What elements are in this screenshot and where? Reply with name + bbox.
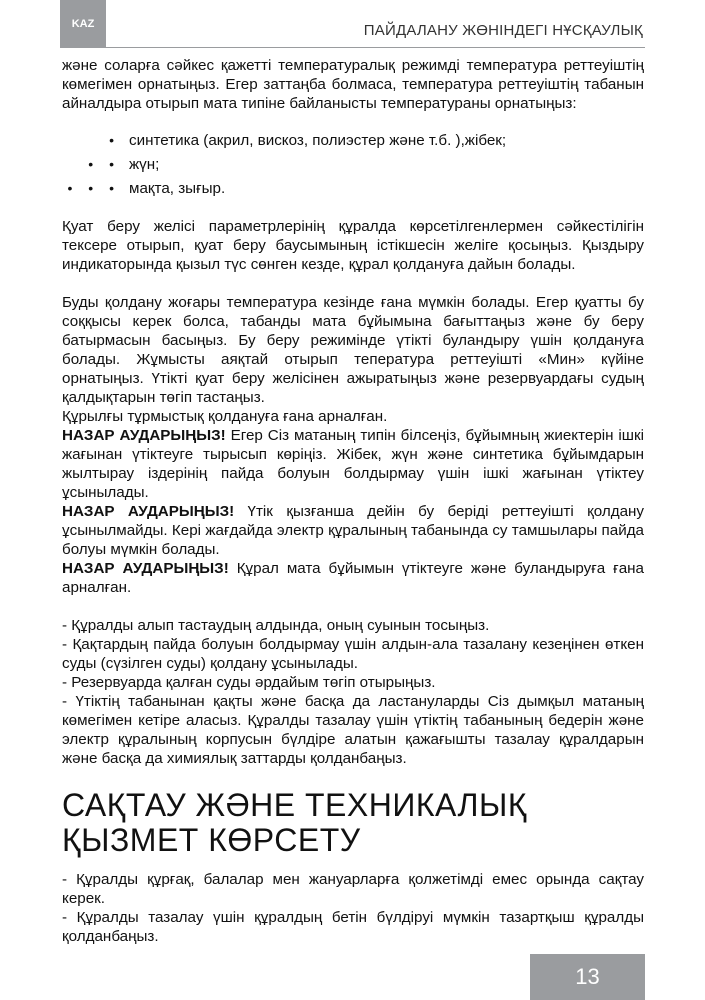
warning-paragraph — [62, 559, 644, 597]
page-number — [530, 954, 645, 1000]
warning-text: Егер Сіз матаның типін білсеңіз, бұйымның жиектерін ішкі жағынан үтіктеуге тырысып көріңіз. Жібек, жүн және синтетика бұйымдарын жылтырау іздерінің пайда болуын болдырмау үшін ішкі жағынан үтіктеу ұсынылады. — [62, 427, 645, 501]
warning-paragraph — [62, 502, 644, 559]
list-item — [62, 179, 644, 203]
page-number-text: 13 — [575, 964, 600, 989]
list-item-text: мақта, зығыр. — [129, 180, 226, 197]
warning-label: НАЗАР АУДАРЫҢЫЗ! — [62, 503, 235, 520]
warning-text: Құрал мата бұйымын үтіктеуге және буландыруға ғана арналған. — [62, 560, 644, 596]
storage-item: - Құралды құрғақ, балалар мен жануарларға қолжетімді емес орында сақтау керек. — [62, 871, 644, 907]
section-heading: САҚТАУ ЖӘНЕ ТЕХНИКАЛЫҚ ҚЫЗМЕТ КӨРСЕТУ — [62, 787, 527, 858]
temperature-dots-icon: • — [109, 132, 120, 148]
steam-paragraph: Буды қолдану жоғары температура кезінде ғана мүмкін болады. Егер қуатты бу соққысы керек болса, табанды мата бұйымына бағыттаңыз және бу беру батырмасын басыңыз. Бу беру режимінде үтікті буландыру үшін қолдануға болады. Жұмысты аяқтай отырып тепература реттеуішті «Мин» күйіне орнатыңыз. Үтікті қуат беру желісінен ажыратыңыз және резервуардағы судың қалдықтарын төгіп тастаңыз. — [62, 294, 644, 406]
care-item: - Резервуарда қалған суды әрдайым төгіп отырыңыз. — [62, 674, 436, 691]
list-item — [62, 155, 644, 179]
language-tab — [60, 0, 106, 48]
language-code: KAZ — [71, 18, 95, 30]
care-item: - Құралды алып тастаудың алдында, оның суынын тосыңыз. — [62, 617, 490, 634]
temperature-dots-icon: • • — [88, 156, 120, 172]
fabric-temperature-list — [62, 131, 644, 203]
manual-content — [62, 56, 644, 946]
warning-label: НАЗАР АУДАРЫҢЫЗ! — [62, 560, 229, 577]
intro-paragraph: және соларға сәйкес қажетті температуралық режимді температура реттеуіштің көмегімен орнатыңыз. Егер заттаңба болмаса, температура реттеуіштің табанын айналдыра отырып мата типіне байланысты температураны орнатыңыз: — [62, 57, 644, 112]
household-note: Құрылғы тұрмыстық қолдануға ғана арналған. — [62, 408, 388, 425]
warning-paragraph — [62, 426, 644, 502]
warning-text: Үтік қызғанша дейін бу беріді реттеуішті қолдану ұсынылмайды. Кері жағдайда электр құралының табанында су тамшылары пайда болуы мүмкін болады. — [62, 503, 644, 558]
power-paragraph: Қуат беру желісі параметрлерінің құралда көрсетілгенлермен сәйкестілігін тексере отырып, қуат беру баусымының істікшесін желіге қосыңыз. Қыздыру индикаторында қызыл түс сөнген кезде, құрал қолдануға дайын болады. — [62, 218, 644, 273]
warning-label: НАЗАР АУДАРЫҢЫЗ! — [62, 427, 226, 444]
list-item-text: жүн; — [129, 156, 160, 173]
temperature-dots-icon: • • • — [67, 180, 120, 196]
care-item: - Үтіктің табанынан қақты және басқа да ластануларды Сіз дымқыл матаның көмегімен кетіре аласыз. Құралды тазалау үшін үтіктің табанының бедерін және электр құралының корпусын бүлдіре алатын қажағышты тазалау құралдарын және басқа да химиялық заттарды қолданбаңыз. — [62, 693, 644, 767]
care-item: - Қақтардың пайда болуын болдырмау үшін алдын-ала тазалану кезеңінен өткен суды (сүзілген суды) қолдану ұсынылады. — [62, 636, 644, 672]
manual-header-title: ПАЙДАЛАНУ ЖӨНІНДЕГІ НҰСҚАУЛЫҚ — [363, 22, 643, 39]
list-item-text: синтетика (акрил, вискоз, полиэстер және т.б. ),жібек; — [129, 132, 507, 149]
header-divider — [106, 47, 645, 48]
list-item — [62, 131, 644, 155]
storage-item: - Құралды тазалау үшін құралдың бетін бүлдіруі мүмкін тазартқыш құралды қолданбаңыз. — [62, 909, 644, 945]
